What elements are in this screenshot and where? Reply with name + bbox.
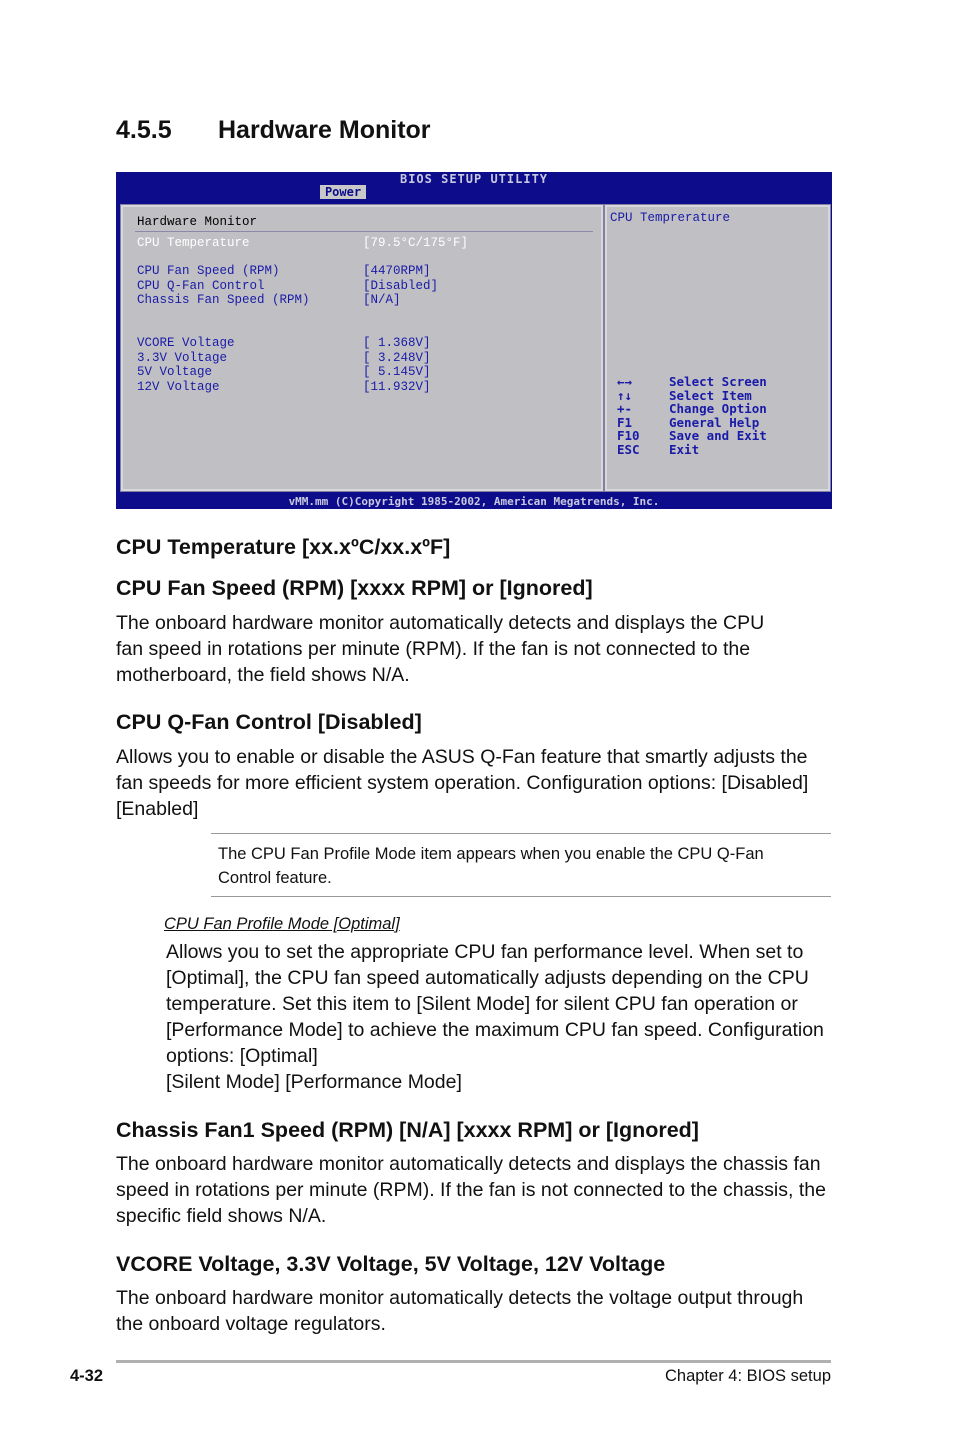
bios-help-text: CPU Temprerature <box>610 211 731 225</box>
section-number: 4.5.5 <box>116 116 172 144</box>
bios-screen <box>116 172 832 509</box>
bios-item-12v-voltage[interactable]: 12V Voltage <box>137 379 220 394</box>
paragraph-qfan <box>116 744 836 822</box>
heading-chassis-fan-speed: Chassis Fan1 Speed (RPM) [N/A] [xxxx RPM] or [Ignored] <box>116 1118 699 1142</box>
paragraph-line: temperature. Set this item to [Silent Mode] for silent CPU fan operation or <box>166 993 798 1015</box>
bios-key-exit-key: ESC <box>617 442 640 457</box>
chapter-label: Chapter 4: BIOS setup <box>664 1367 831 1385</box>
bios-key-change-option-action: Change Option <box>669 401 767 417</box>
heading-cpu-fan-speed: CPU Fan Speed (RPM) [xxxx RPM] or [Ignored] <box>116 576 593 600</box>
heading-voltages: VCORE Voltage, 3.3V Voltage, 5V Voltage, 12V Voltage <box>116 1252 666 1276</box>
bios-item-cpu-temperature[interactable]: CPU Temperature <box>137 236 250 250</box>
bios-item-3v3-voltage[interactable]: 3.3V Voltage <box>137 350 228 365</box>
bios-settings-panel <box>120 204 604 492</box>
bios-title: BIOS SETUP UTILITY <box>399 172 549 186</box>
bios-key-save-exit-key: F10 <box>617 428 640 444</box>
paragraph-line: [Optimal], the CPU fan speed automatically adjusts depending on the CPU <box>166 967 809 989</box>
subheading-cpu-fan-profile-mode: CPU Fan Profile Mode [Optimal] <box>164 915 400 933</box>
bios-divider <box>135 231 593 232</box>
bios-value-cpu-qfan-control: [Disabled] <box>363 278 439 293</box>
bios-item-5v-voltage[interactable]: 5V Voltage <box>137 365 213 379</box>
paragraph-line: The onboard hardware monitor automatically detects and displays the chassis fan <box>116 1153 821 1175</box>
paragraph-line: fan speed in rotations per minute (RPM). If the fan is not connected to the <box>116 638 751 660</box>
paragraph-line: motherboard, the field shows N/A. <box>116 664 410 686</box>
section-title-text: Hardware Monitor <box>218 116 431 144</box>
bios-key-general-help-key: F1 <box>617 414 633 430</box>
note-line: The CPU Fan Profile Mode item appears when you enable the CPU Q-Fan <box>218 845 764 863</box>
bios-value-12v-voltage: [11.932V] <box>363 379 431 394</box>
bios-key-select-item-action: Select Item <box>669 387 752 403</box>
paragraph-line: options: [Optimal] <box>166 1045 318 1067</box>
bios-value-cpu-temperature: [79.5°C/175°F] <box>363 236 469 250</box>
bios-item-chassis-fan-speed[interactable]: Chassis Fan Speed (RPM) <box>137 293 310 307</box>
bios-key-save-exit-action: Save and Exit <box>669 428 767 444</box>
heading-cpu-qfan-control: CPU Q-Fan Control [Disabled] <box>116 710 422 734</box>
heading-cpu-temperature: CPU Temperature [xx.xºC/xx.xºF] <box>116 535 451 559</box>
bios-value-3v3-voltage: [ 3.248V] <box>363 350 431 365</box>
paragraph-fan-profile <box>166 939 846 1095</box>
note-text <box>218 842 818 890</box>
paragraph-line: specific field shows N/A. <box>116 1205 327 1227</box>
section-title <box>116 116 431 145</box>
page-number: 4-32 <box>70 1367 104 1385</box>
bios-item-vcore-voltage[interactable]: VCORE Voltage <box>137 336 235 350</box>
paragraph-voltage <box>116 1285 836 1337</box>
paragraph-chassis <box>116 1151 846 1229</box>
bios-key-exit-action: Exit <box>669 442 700 457</box>
paragraph-line: [Enabled] <box>116 798 199 820</box>
paragraph-line: [Silent Mode] [Performance Mode] <box>166 1071 462 1093</box>
bios-copyright-footer: vMM.mm (C)Copyright 1985-2002, American Megatrends, Inc. <box>288 495 660 508</box>
paragraph-cpu-fan <box>116 610 836 688</box>
bios-panel-heading: Hardware Monitor <box>137 215 258 229</box>
paragraph-line: Allows you to set the appropriate CPU fan performance level. When set to <box>166 941 804 963</box>
bios-key-select-screen-action: Select Screen <box>669 374 767 389</box>
bios-value-5v-voltage: [ 5.145V] <box>363 365 431 379</box>
bios-help-panel <box>604 204 831 492</box>
bios-key-general-help-action: General Help <box>669 414 760 430</box>
paragraph-line: [Performance Mode] to achieve the maximum CPU fan speed. Configuration <box>166 1019 824 1041</box>
bios-key-change-option-key: +- <box>617 401 633 417</box>
footer-rule <box>116 1360 831 1363</box>
bios-tab-power[interactable]: Power <box>320 185 366 199</box>
paragraph-line: The onboard hardware monitor automatically detects and displays the CPU <box>116 612 765 634</box>
paragraph-line: Allows you to enable or disable the ASUS Q-Fan feature that smartly adjusts the <box>116 746 808 768</box>
bios-key-select-screen-key: ←→ <box>617 374 633 389</box>
bios-value-cpu-fan-speed: [4470RPM] <box>363 264 431 278</box>
paragraph-line: the onboard voltage regulators. <box>116 1313 386 1335</box>
bios-item-cpu-fan-speed[interactable]: CPU Fan Speed (RPM) <box>137 264 280 278</box>
note-box <box>211 833 831 897</box>
paragraph-line: fan speeds for more efficient system operation. Configuration options: [Disabled] <box>116 772 809 794</box>
paragraph-line: The onboard hardware monitor automatically detects the voltage output through <box>116 1287 804 1309</box>
paragraph-line: speed in rotations per minute (RPM). If the fan is not connected to the chassis, the <box>116 1179 826 1201</box>
note-line: Control feature. <box>218 869 332 887</box>
bios-value-chassis-fan-speed: [N/A] <box>363 293 401 307</box>
bios-key-select-item-key: ↑↓ <box>617 387 633 403</box>
bios-item-cpu-qfan-control[interactable]: CPU Q-Fan Control <box>137 278 265 293</box>
bios-value-vcore-voltage: [ 1.368V] <box>363 336 431 350</box>
